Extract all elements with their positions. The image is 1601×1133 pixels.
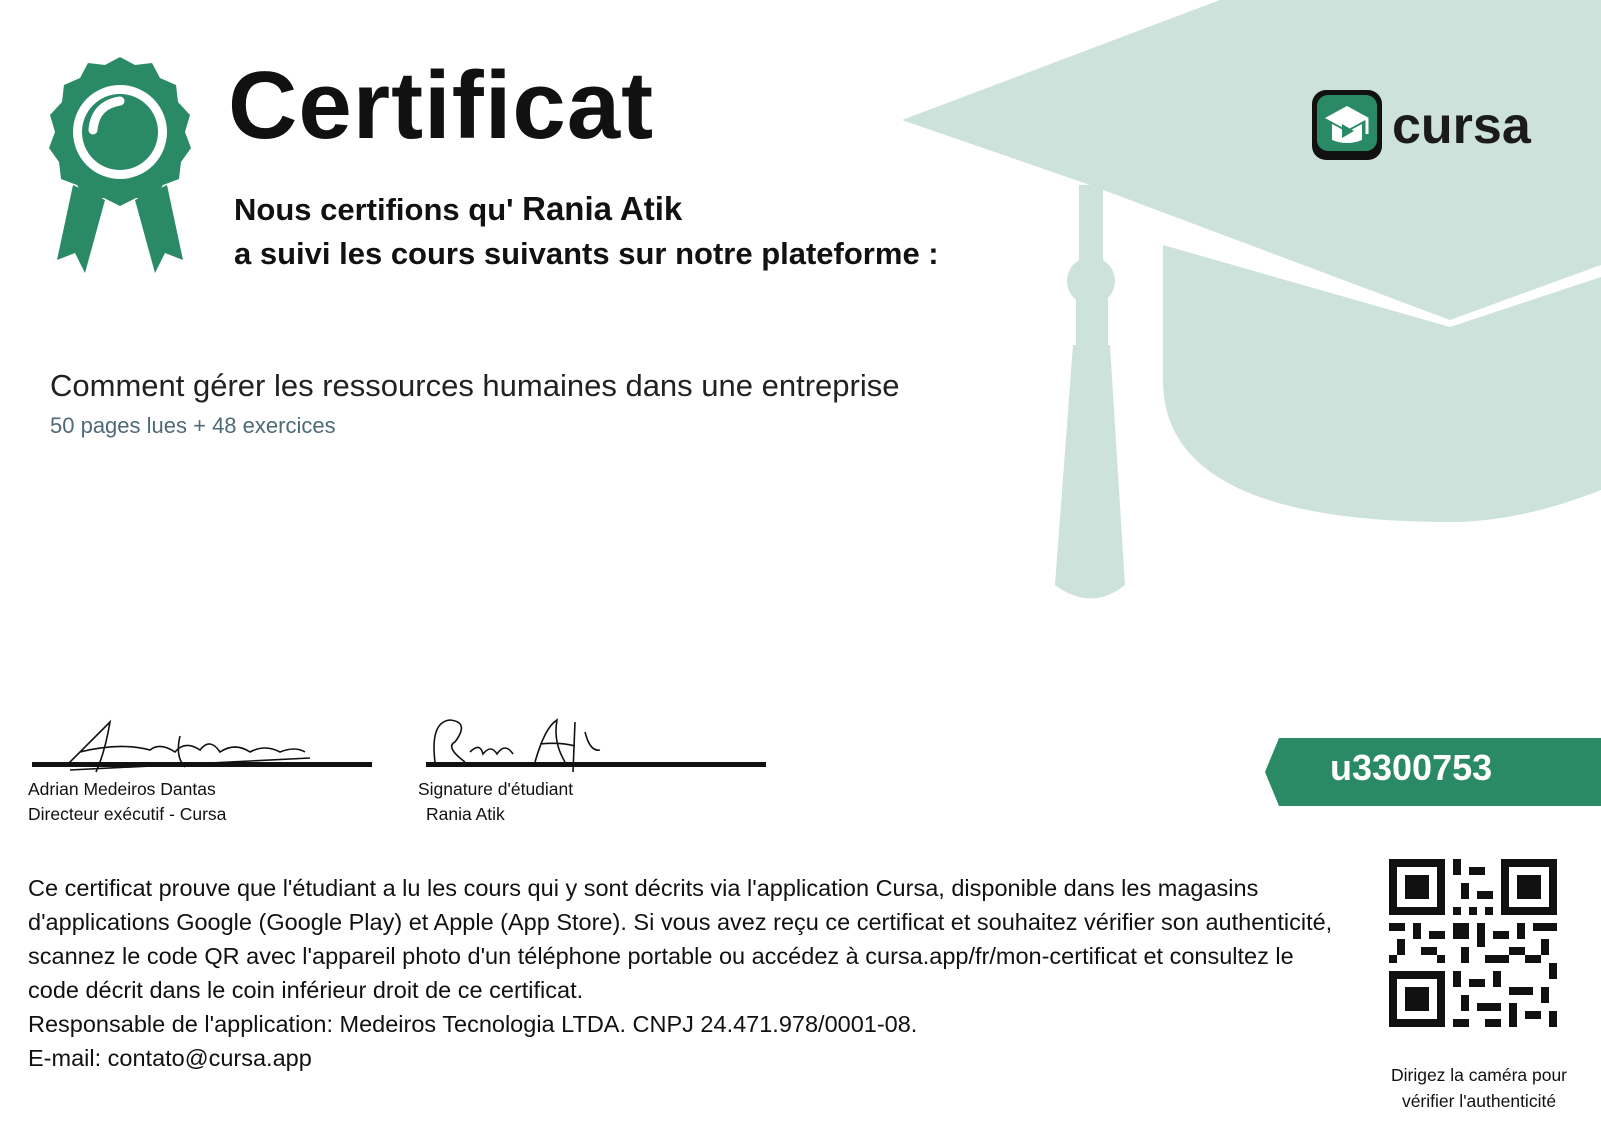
footer-paragraph: Ce certificat prouve que l'étudiant a lu les cours qui y sont décrits via l'application Cursa, disponible dans les magasins d'applications Google (Google Play) et Apple (App Store). Si vous avez reçu ce certificat et souhaitez vérifier son authenticité, scannez le code QR avec l'appareil photo d'un téléphone portable ou accédez à cursa.app/fr/mon-certificat et consultez le code décrit dans le coin inférieur droit de ce certificat.	[28, 875, 1333, 1003]
student-signature	[425, 712, 615, 782]
brand-name: cursa	[1392, 97, 1531, 155]
qr-caption-line1: Dirigez la caméra pour	[1390, 1065, 1568, 1085]
course-title: Comment gérer les ressources humaines dans une entreprise	[50, 368, 900, 403]
certificate-title: Certificat	[228, 52, 655, 159]
director-signature	[60, 712, 320, 782]
qr-caption	[1330, 1062, 1601, 1114]
footer-email: E-mail: contato@cursa.app	[28, 1045, 312, 1071]
student-signature-label: Signature d'étudiant	[418, 779, 574, 799]
qr-code-icon[interactable]	[1389, 859, 1557, 1027]
student-signature-line	[426, 762, 766, 767]
footer-responsible: Responsable de l'application: Medeiros Tecnologia LTDA. CNPJ 24.471.978/0001-08.	[28, 1011, 918, 1037]
student-signature-name: Rania Atik	[426, 804, 505, 824]
qr-caption-line2: vérifier l'authenticité	[1401, 1091, 1557, 1111]
certify-prefix: Nous certifions qu'	[234, 192, 514, 227]
student-name: Rania Atik	[522, 190, 683, 227]
certify-line	[234, 190, 682, 228]
award-ribbon-icon	[45, 55, 195, 275]
director-signature-line	[32, 762, 372, 767]
certificate-code: u3300753	[1330, 747, 1493, 788]
course-progress: 50 pages lues + 48 exercices	[50, 413, 336, 438]
certify-line-2: a suivi les cours suivants sur notre plateforme :	[234, 236, 939, 271]
director-name: Adrian Medeiros Dantas	[28, 779, 216, 799]
director-role: Directeur exécutif - Cursa	[28, 804, 227, 824]
footer-text	[28, 871, 1338, 1075]
